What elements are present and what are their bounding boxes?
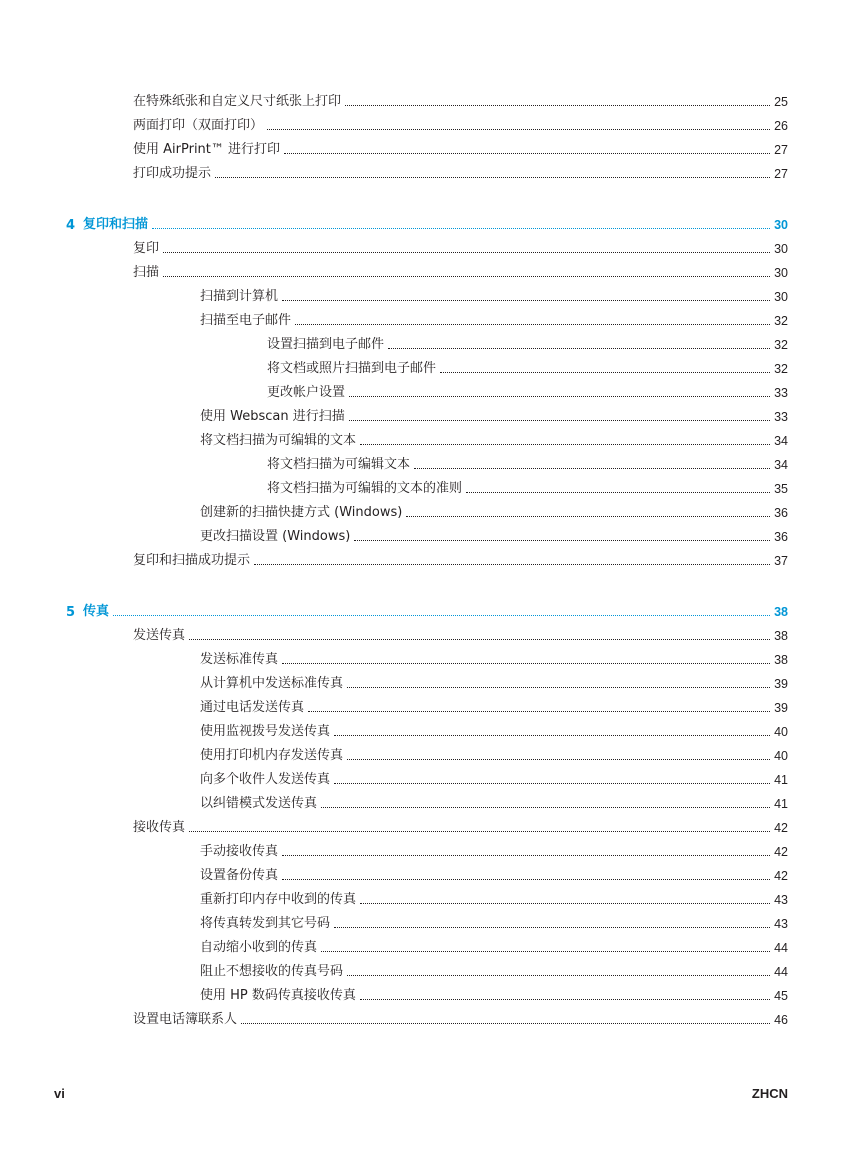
toc-entry[interactable] [200, 427, 788, 449]
toc-entry-label: 传真 [83, 604, 110, 619]
toc-page-number: 37 [774, 554, 788, 568]
toc-entry-label: 打印成功提示 [133, 166, 212, 181]
toc-entry-label: 接收传真 [133, 820, 186, 835]
dot-leader [267, 128, 770, 130]
toc-entry-label: 复印 [133, 241, 160, 256]
dot-leader [163, 251, 770, 253]
toc-entry[interactable] [133, 814, 788, 836]
toc-entry[interactable] [267, 331, 788, 353]
toc-entry-label: 将文档或照片扫描到电子邮件 [267, 361, 437, 376]
toc-entry-label: 创建新的扫描快捷方式 (Windows) [200, 505, 403, 520]
toc-entry[interactable] [133, 235, 788, 257]
toc-page-number: 30 [774, 218, 788, 232]
toc-entry[interactable] [200, 283, 788, 305]
dot-leader [215, 176, 770, 178]
page-number-roman: vi [54, 1086, 65, 1101]
toc-entry[interactable] [133, 1006, 788, 1028]
dot-leader [347, 686, 770, 688]
toc-page-number: 42 [774, 845, 788, 859]
dot-leader [466, 491, 770, 493]
dot-leader [321, 950, 770, 952]
toc-entry-label: 将文档扫描为可编辑的文本的准则 [267, 481, 463, 496]
dot-leader [282, 878, 770, 880]
toc-page-number: 46 [774, 1013, 788, 1027]
toc-entry[interactable] [200, 934, 788, 956]
dot-leader [334, 926, 770, 928]
toc-entry-label: 使用 Webscan 进行扫描 [200, 409, 345, 424]
toc-entry-label: 设置电话簿联系人 [133, 1012, 238, 1027]
toc-entry-label: 发送标准传真 [200, 652, 279, 667]
toc-page-number: 39 [774, 677, 788, 691]
toc-page-number: 38 [774, 629, 788, 643]
toc-page-number: 42 [774, 821, 788, 835]
dot-leader [282, 854, 770, 856]
toc-page-number: 27 [774, 167, 788, 181]
toc-entry-label: 扫描 [133, 265, 160, 280]
chapter-number: 4 [66, 218, 76, 233]
toc-page-number: 36 [774, 506, 788, 520]
toc-entry-label: 阻止不想接收的传真号码 [200, 964, 344, 979]
toc-page-number: 44 [774, 941, 788, 955]
toc-entry-label: 使用监视拨号发送传真 [200, 724, 331, 739]
toc-entry[interactable] [200, 742, 788, 764]
dot-leader [189, 638, 770, 640]
toc-page-number: 38 [774, 653, 788, 667]
toc-entry[interactable] [200, 958, 788, 980]
toc-entry-label: 扫描至电子邮件 [200, 313, 292, 328]
toc-page-number: 42 [774, 869, 788, 883]
dot-leader [295, 323, 770, 325]
toc-entry[interactable] [200, 838, 788, 860]
toc-chapter-entry[interactable] [66, 211, 788, 233]
toc-page-number: 36 [774, 530, 788, 544]
dot-leader [254, 563, 770, 565]
dot-leader [241, 1022, 770, 1024]
toc-entry[interactable] [200, 307, 788, 329]
toc-page-number: 27 [774, 143, 788, 157]
toc-entry[interactable] [267, 355, 788, 377]
toc-entry-label: 将传真转发到其它号码 [200, 916, 331, 931]
toc-entry[interactable] [200, 403, 788, 425]
toc-entry[interactable] [133, 622, 788, 644]
toc-entry-label: 更改扫描设置 (Windows) [200, 529, 351, 544]
toc-entry[interactable] [133, 88, 788, 110]
toc-entry-label: 手动接收传真 [200, 844, 279, 859]
toc-page-number: 45 [774, 989, 788, 1003]
toc-page-number: 41 [774, 797, 788, 811]
toc-page-number: 41 [774, 773, 788, 787]
toc-page-number: 44 [774, 965, 788, 979]
dot-leader [388, 347, 770, 349]
toc-entry-label: 复印和扫描 [83, 217, 149, 232]
dot-leader [282, 299, 770, 301]
toc-entry-label: 使用 HP 数码传真接收传真 [200, 988, 356, 1003]
dot-leader [360, 998, 770, 1000]
toc-entry-label: 重新打印内存中收到的传真 [200, 892, 357, 907]
dot-leader [113, 614, 770, 616]
dot-leader [163, 275, 770, 277]
toc-entry-label: 自动缩小收到的传真 [200, 940, 318, 955]
toc-entry[interactable] [200, 790, 788, 812]
toc-entry-label: 使用打印机内存发送传真 [200, 748, 344, 763]
toc-entry[interactable] [200, 982, 788, 1004]
dot-leader [347, 758, 770, 760]
toc-page-number: 25 [774, 95, 788, 109]
toc-entry[interactable] [133, 547, 788, 569]
toc-entry-label: 扫描到计算机 [200, 289, 279, 304]
dot-leader [360, 443, 770, 445]
toc-entry[interactable] [200, 766, 788, 788]
toc-entry[interactable] [133, 259, 788, 281]
dot-leader [334, 734, 770, 736]
toc-entry-label: 更改帐户设置 [267, 385, 346, 400]
toc-page-number: 34 [774, 458, 788, 472]
toc-entry-label: 将文档扫描为可编辑的文本 [200, 433, 357, 448]
toc-entry[interactable] [200, 694, 788, 716]
toc-entry-label: 复印和扫描成功提示 [133, 553, 251, 568]
toc-entry[interactable] [200, 499, 788, 521]
toc-page-number: 30 [774, 290, 788, 304]
toc-page-number: 43 [774, 893, 788, 907]
dot-leader [414, 467, 770, 469]
toc-entry[interactable] [267, 475, 788, 497]
toc-page-number: 40 [774, 749, 788, 763]
toc-page-number: 33 [774, 410, 788, 424]
toc-entry[interactable] [200, 886, 788, 908]
dot-leader [189, 830, 770, 832]
toc-page-number: 34 [774, 434, 788, 448]
toc-entry[interactable] [200, 523, 788, 545]
toc-entry-label: 通过电话发送传真 [200, 700, 305, 715]
toc-entry-label: 将文档扫描为可编辑文本 [267, 457, 411, 472]
dot-leader [308, 710, 770, 712]
toc-entry[interactable] [200, 910, 788, 932]
toc-page-number: 43 [774, 917, 788, 931]
dot-leader [282, 662, 770, 664]
dot-leader [152, 227, 770, 229]
dot-leader [321, 806, 770, 808]
chapter-number: 5 [66, 605, 76, 620]
toc-page-number: 32 [774, 314, 788, 328]
toc-page-number: 26 [774, 119, 788, 133]
toc-entry[interactable] [133, 112, 788, 134]
dot-leader [440, 371, 770, 373]
toc-chapter-entry[interactable] [66, 598, 788, 620]
toc-entry[interactable] [200, 670, 788, 692]
dot-leader [347, 974, 770, 976]
dot-leader [406, 515, 770, 517]
dot-leader [334, 782, 770, 784]
toc-entry-label: 向多个收件人发送传真 [200, 772, 331, 787]
toc-page-number: 30 [774, 242, 788, 256]
toc-entry[interactable] [267, 451, 788, 473]
toc-page-number: 32 [774, 338, 788, 352]
toc-page-number: 35 [774, 482, 788, 496]
toc-entry-label: 在特殊纸张和自定义尺寸纸张上打印 [133, 94, 342, 109]
toc-page-number: 33 [774, 386, 788, 400]
toc-entry[interactable] [133, 136, 788, 158]
dot-leader [349, 395, 770, 397]
dot-leader [345, 104, 770, 106]
toc-entry-label: 两面打印（双面打印） [133, 118, 264, 133]
language-code: ZHCN [751, 1086, 788, 1101]
toc-entry-label: 使用 AirPrint™ 进行打印 [133, 142, 281, 157]
toc-page-number: 32 [774, 362, 788, 376]
toc-entry-label: 发送传真 [133, 628, 186, 643]
toc-entry[interactable] [267, 379, 788, 401]
toc-page-number: 39 [774, 701, 788, 715]
toc-entry-label: 设置备份传真 [200, 868, 279, 883]
toc-page-number: 30 [774, 266, 788, 280]
dot-leader [349, 419, 770, 421]
toc-entry[interactable] [200, 718, 788, 740]
toc-page-number: 40 [774, 725, 788, 739]
toc-entry[interactable] [200, 862, 788, 884]
dot-leader [284, 152, 770, 154]
dot-leader [360, 902, 770, 904]
toc-entry-label: 以纠错模式发送传真 [200, 796, 318, 811]
toc-entry[interactable] [200, 646, 788, 668]
toc-page-number: 38 [774, 605, 788, 619]
toc-entry[interactable] [133, 160, 788, 182]
toc-entry-label: 设置扫描到电子邮件 [267, 337, 385, 352]
dot-leader [354, 539, 770, 541]
toc-entry-label: 从计算机中发送标准传真 [200, 676, 344, 691]
